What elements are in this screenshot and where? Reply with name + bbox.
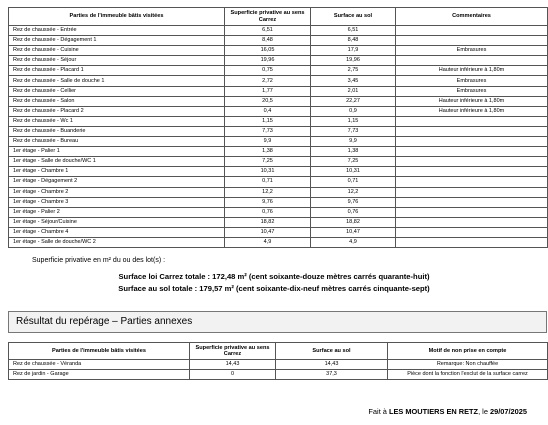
cell-carrez: 9,76 [225, 197, 311, 207]
cell-carrez: 1,15 [225, 116, 311, 126]
cell-commentaire [396, 227, 548, 237]
cell-commentaire [396, 147, 548, 157]
cell-surface-sol: 0,71 [311, 177, 396, 187]
cell-carrez: 6,51 [225, 26, 311, 36]
annex-header-carrez: Superficie privative au sens Carrez [190, 343, 276, 360]
cell-piece: 1er étage - Chambre 2 [9, 187, 225, 197]
cell-carrez: 19,96 [225, 56, 311, 66]
total-carrez: Surface loi Carrez totale : 172,48 m² (cent soixante-douze mètres carrés quarante-huit) [118, 272, 430, 281]
header-commentaires: Commentaires [396, 8, 548, 26]
cell-commentaire: Embrasures [396, 86, 548, 96]
cell-surface-sol: 22,27 [311, 96, 396, 106]
header-carrez: Superficie privative au sens Carrez [225, 8, 311, 26]
cell-carrez: 10,31 [225, 167, 311, 177]
annex-section-title: Résultat du repérage – Parties annexes [16, 316, 193, 327]
main-surface-table [8, 7, 548, 248]
table-row [9, 116, 548, 126]
cell-piece: 1er étage - Chambre 3 [9, 197, 225, 207]
cell-surface-sol: 6,51 [311, 26, 396, 36]
table-row [9, 56, 548, 66]
cell-piece: 1er étage - Salle de douche/WC 2 [9, 237, 225, 247]
cell-commentaire [396, 237, 548, 247]
cell-surface-sol: 1,38 [311, 147, 396, 157]
cell-carrez: 1,77 [225, 86, 311, 96]
cell-commentaire [396, 207, 548, 217]
footer-signature-line [368, 407, 527, 416]
cell-piece: 1er étage - Salle de douche/WC 1 [9, 157, 225, 167]
cell-surface-sol: 12,2 [311, 187, 396, 197]
cell-carrez: 8,48 [225, 36, 311, 46]
cell-surface-sol: 10,47 [311, 227, 396, 237]
table-row [9, 197, 548, 207]
annex-table-header-row [9, 343, 548, 360]
cell-commentaire [396, 36, 548, 46]
table-row [9, 227, 548, 237]
cell-commentaire: Hauteur inférieure à 1,80m [396, 106, 548, 116]
cell-commentaire: Embrasures [396, 46, 548, 56]
table-row [9, 126, 548, 136]
table-row [9, 106, 548, 116]
cell-commentaire [396, 116, 548, 126]
cell-surface-sol: 7,25 [311, 157, 396, 167]
cell-piece: Rez de chaussée - Placard 2 [9, 106, 225, 116]
cell-carrez: 2,72 [225, 76, 311, 86]
cell-carrez: 9,9 [225, 137, 311, 147]
cell-surface-sol: 19,96 [311, 56, 396, 66]
table-row [9, 36, 548, 46]
cell-piece: Rez de chaussée - Placard 1 [9, 66, 225, 76]
footer-place: LES MOUTIERS EN RETZ [388, 407, 479, 416]
cell-surface-sol: 9,9 [311, 137, 396, 147]
cell-surface-sol: 2,01 [311, 86, 396, 96]
cell-surface-sol: 1,15 [311, 116, 396, 126]
cell-commentaire [396, 126, 548, 136]
cell-carrez: 14,43 [190, 360, 276, 370]
footer-prefix: Fait à [368, 407, 387, 416]
footer-middle: , le [478, 407, 488, 416]
cell-carrez: 0,71 [225, 177, 311, 187]
cell-piece: Rez de chaussée - Buanderie [9, 126, 225, 136]
table-row [9, 217, 548, 227]
cell-surface-sol: 10,31 [311, 167, 396, 177]
cell-commentaire [396, 157, 548, 167]
cell-commentaire [396, 217, 548, 227]
total-surface-sol: Surface au sol totale : 179,57 m² (cent soixante-dix-neuf mètres carrés cinquante-sept) [118, 284, 430, 293]
cell-commentaire: Pièce dont la fonction l'exclut de la surface carrez [388, 370, 548, 380]
cell-piece: Rez de chaussée - Dégagement 1 [9, 36, 225, 46]
annex-header-surface-sol: Surface au sol [276, 343, 388, 360]
cell-piece: Rez de chaussée - Cellier [9, 86, 225, 96]
table-row [9, 167, 548, 177]
cell-piece: Rez de chaussée - Salon [9, 96, 225, 106]
cell-carrez: 7,73 [225, 126, 311, 136]
table-row [9, 26, 548, 36]
table-row [9, 46, 548, 56]
table-row [9, 96, 548, 106]
cell-commentaire: Remarque: Non chauffée [388, 360, 548, 370]
footer-date: 29/07/2025 [490, 407, 527, 416]
cell-piece: 1er étage - Palier 1 [9, 147, 225, 157]
table-row [9, 66, 548, 76]
table-row [9, 157, 548, 167]
cell-surface-sol: 4,9 [311, 237, 396, 247]
cell-surface-sol: 9,76 [311, 197, 396, 207]
cell-carrez: 0,76 [225, 207, 311, 217]
cell-surface-sol: 14,43 [276, 360, 388, 370]
cell-commentaire: Hauteur inférieure à 1,80m [396, 66, 548, 76]
table-row [9, 207, 548, 217]
cell-commentaire [396, 26, 548, 36]
cell-surface-sol: 8,48 [311, 36, 396, 46]
cell-piece: Rez de chaussée - Séjour [9, 56, 225, 66]
header-parties: Parties de l'immeuble bâtis visitées [9, 8, 225, 26]
cell-surface-sol: 0,9 [311, 106, 396, 116]
cell-piece: 1er étage - Dégagement 2 [9, 177, 225, 187]
cell-carrez: 1,38 [225, 147, 311, 157]
annex-table [8, 342, 548, 380]
table-row [9, 187, 548, 197]
cell-commentaire [396, 177, 548, 187]
cell-piece: Rez de chaussée - Entrée [9, 26, 225, 36]
table-row [9, 86, 548, 96]
cell-commentaire [396, 167, 548, 177]
table-row [9, 147, 548, 157]
cell-piece: Rez de chaussée - Wc 1 [9, 116, 225, 126]
cell-piece: Rez de chaussée - Salle de douche 1 [9, 76, 225, 86]
cell-commentaire [396, 56, 548, 66]
cell-carrez: 0,4 [225, 106, 311, 116]
cell-carrez: 4,9 [225, 237, 311, 247]
cell-carrez: 0,75 [225, 66, 311, 76]
table-row [9, 76, 548, 86]
cell-carrez: 16,05 [225, 46, 311, 56]
main-table-header-row [9, 8, 548, 26]
cell-carrez: 20,5 [225, 96, 311, 106]
cell-surface-sol: 3,45 [311, 76, 396, 86]
cell-carrez: 0 [190, 370, 276, 380]
cell-piece: Rez de jardin - Garage [9, 370, 190, 380]
cell-carrez: 18,82 [225, 217, 311, 227]
cell-piece: 1er étage - Palier 2 [9, 207, 225, 217]
cell-carrez: 12,2 [225, 187, 311, 197]
cell-piece: Rez de chaussée - Véranda [9, 360, 190, 370]
cell-surface-sol: 37,3 [276, 370, 388, 380]
cell-surface-sol: 0,76 [311, 207, 396, 217]
table-row [9, 237, 548, 247]
annex-table-row [9, 360, 548, 370]
table-row [9, 137, 548, 147]
annex-section-header [8, 311, 547, 333]
cell-commentaire [396, 187, 548, 197]
header-surface-sol: Surface au sol [311, 8, 396, 26]
cell-piece: Rez de chaussée - Bureau [9, 137, 225, 147]
cell-carrez: 7,25 [225, 157, 311, 167]
cell-surface-sol: 18,82 [311, 217, 396, 227]
cell-piece: 1er étage - Séjour/Cuisine [9, 217, 225, 227]
cell-piece: 1er étage - Chambre 4 [9, 227, 225, 237]
lots-note: Superficie privative en m² du ou des lot(s) : [32, 257, 166, 264]
cell-commentaire [396, 197, 548, 207]
annex-table-row [9, 370, 548, 380]
table-row [9, 177, 548, 187]
cell-piece: Rez de chaussée - Cuisine [9, 46, 225, 56]
cell-surface-sol: 2,75 [311, 66, 396, 76]
cell-commentaire [396, 137, 548, 147]
cell-commentaire: Embrasures [396, 76, 548, 86]
cell-surface-sol: 7,73 [311, 126, 396, 136]
cell-carrez: 10,47 [225, 227, 311, 237]
cell-commentaire: Hauteur inférieure à 1,80m [396, 96, 548, 106]
annex-header-motif: Motif de non prise en compte [388, 343, 548, 360]
cell-piece: 1er étage - Chambre 1 [9, 167, 225, 177]
annex-header-parties: Parties de l'immeuble bâtis visitées [9, 343, 190, 360]
cell-surface-sol: 17,9 [311, 46, 396, 56]
